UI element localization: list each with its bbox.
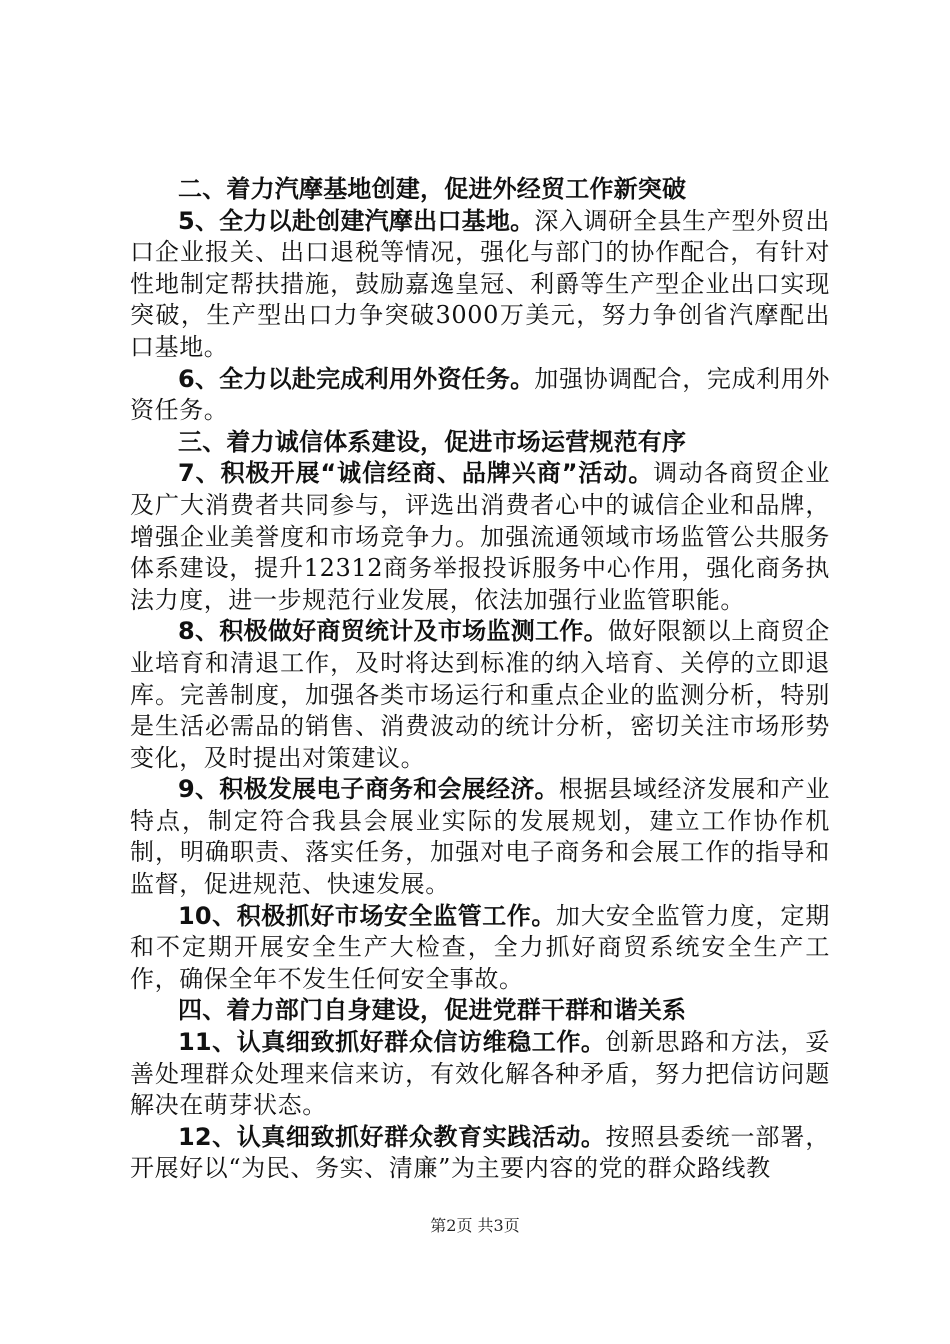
section-heading-2: 二、着力汽摩基地创建，促进外经贸工作新突破: [178, 175, 687, 203]
item-lead: 9、积极发展电子商务和会展经济。: [178, 775, 559, 804]
page-footer: [0, 1213, 950, 1236]
item-paragraph-11: [130, 1027, 830, 1122]
item-body: 加大安全监管力度，定期和不定期开展安全生产大检查，全力抓好商贸系统安全生产工作，确保全年不发生任何安全事故。: [130, 901, 830, 993]
section-heading-3: 三、着力诚信体系建设，促进市场运营规范有序: [178, 427, 687, 456]
page-number-label: 第2页 共3页: [430, 1216, 520, 1235]
item-body: 根据县域经济发展和产业特点，制定符合我县会展业实际的发展规划，建立工作协作机制，明确职责、落实任务，加强对电子商务和会展工作的指导和监督，促进规范、快速发展。: [130, 775, 830, 899]
item-lead: 8、积极做好商贸统计及市场监测工作。: [178, 617, 608, 646]
item-lead: 11、认真细致抓好群众信访维稳工作。: [178, 1028, 606, 1057]
item-paragraph-9: [130, 774, 830, 900]
document-body: [130, 174, 830, 1185]
item-lead: 6、全力以赴完成利用外资任务。: [178, 364, 535, 393]
item-body: 加强协调配合，完成利用外资任务。: [130, 364, 831, 425]
item-lead: 10、积极抓好市场安全监管工作。: [178, 901, 556, 930]
item-lead: 7、积极开展“诚信经商、品牌兴商”活动。: [178, 459, 654, 488]
item-paragraph-12: [130, 1122, 830, 1185]
item-body: 深入调研全县生产型外贸出口企业报关、出口退税等情况，强化与部门的协作配合，有针对性地制定帮扶措施，鼓励嘉逸皇冠、利爵等生产型企业出口实现突破，生产型出口力争突破3000万美元，努力争创省汽摩配出口基地。: [130, 206, 831, 361]
item-lead: 5、全力以赴创建汽摩出口基地。: [178, 206, 535, 235]
item-paragraph-5: [130, 206, 830, 364]
item-paragraph-6: [130, 364, 830, 427]
item-body: 调动各商贸企业及广大消费者共同参与，评选出消费者心中的诚信企业和品牌，增强企业美誉度和市场竞争力。加强流通领域市场监管公共服务体系建设，提升12312商务举报投诉服务中心作用，强化商务执法力度，进一步规范行业发展，依法加强行业监管职能。: [130, 459, 830, 614]
section-heading-4: 四、着力部门自身建设，促进党群干群和谐关系: [178, 996, 687, 1025]
item-body: 按照县委统一部署，开展好以“为民、务实、清廉”为主要内容的党的群众路线教: [130, 1122, 831, 1183]
item-lead: 12、认真细致抓好群众教育实践活动。: [178, 1122, 606, 1151]
item-paragraph-8: [130, 616, 830, 774]
item-paragraph-10: [130, 901, 830, 996]
item-paragraph-7: [130, 458, 830, 616]
item-body: 做好限额以上商贸企业培育和清退工作，及时将达到标准的纳入培育、关停的立即退库。完善制度，加强各类市场运行和重点企业的监测分析，特别是生活必需品的销售、消费波动的统计分析，密切关注市场形势变化，及时提出对策建议。: [130, 617, 830, 772]
item-body: 创新思路和方法，妥善处理群众处理来信来访，有效化解各种矛盾，努力把信访问题解决在萌芽状态。: [130, 1028, 831, 1120]
